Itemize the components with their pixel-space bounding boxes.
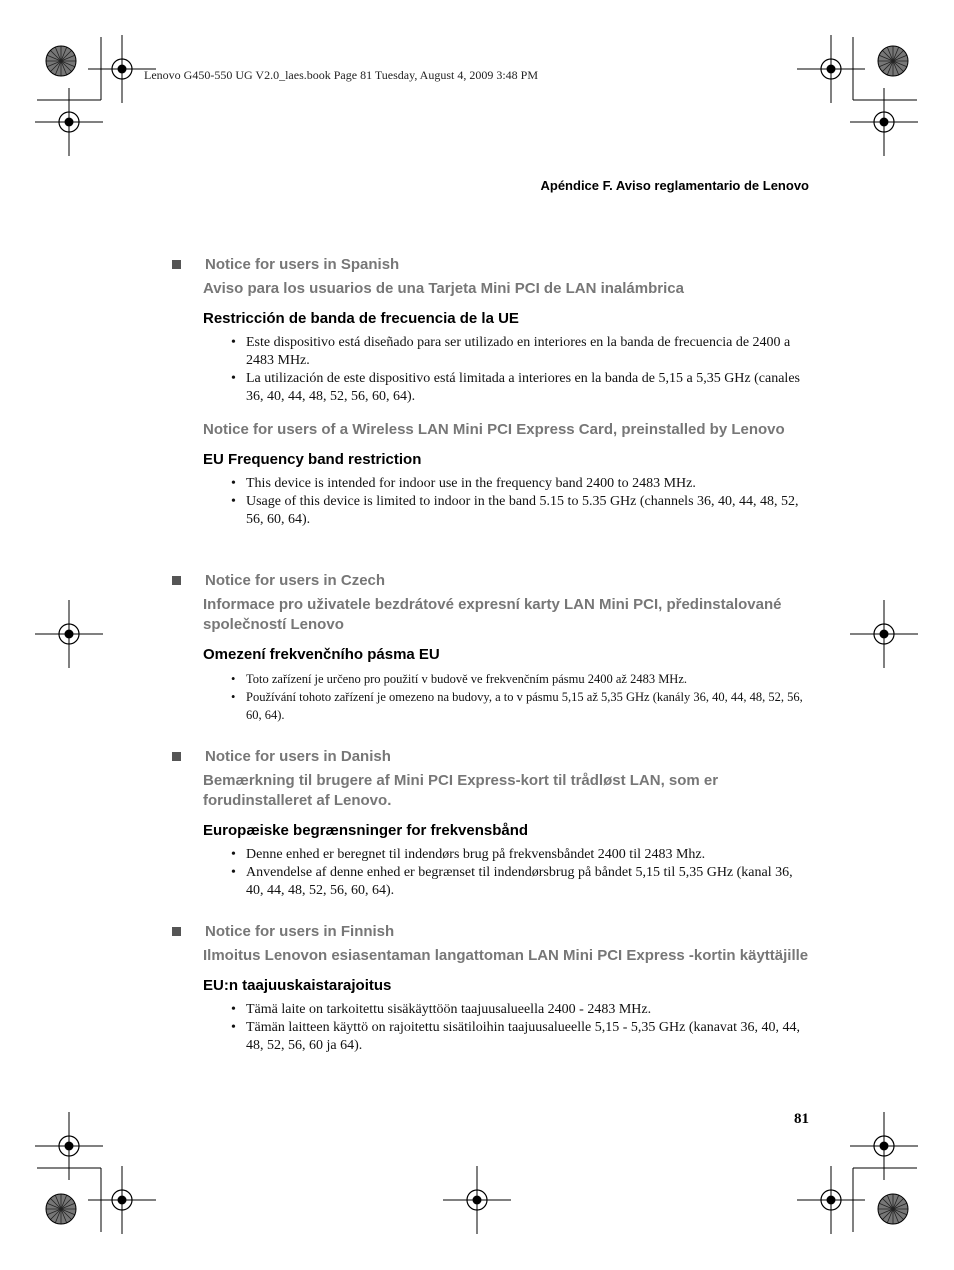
list-item: • Toto zařízení je určeno pro použití v budově ve frekvenčním pásmu 2400 až 2483 MHz. <box>246 670 810 688</box>
square-bullet-icon <box>172 576 181 585</box>
section-czech <box>170 570 810 724</box>
section-finnish <box>170 921 810 1055</box>
restriction-list <box>170 670 810 724</box>
notice-title: Notice for users in Danish <box>205 747 391 765</box>
restriction-list <box>170 1001 810 1055</box>
list-item: • Anvendelse af denne enhed er begrænset til indendørsbrug på båndet 5,15 til 5,35 GHz (kanal 36, 40, 44, 48, 52, 56, 60, 64). <box>246 864 810 900</box>
square-bullet-icon <box>172 260 181 269</box>
restriction-list <box>170 475 810 529</box>
list-item: • Používání tohoto zařízení je omezeno na budovy, a to v pásmu 5,15 až 5,35 GHz (kanály 36, 40, 44, 48, 52, 56, 60, 64). <box>246 688 810 724</box>
notice-line <box>170 570 810 590</box>
band-restriction-title: EU Frequency band restriction <box>203 451 422 468</box>
restriction-list <box>170 846 810 900</box>
section-danish <box>170 746 810 900</box>
notice-line <box>170 254 810 274</box>
card-heading: Notice for users of a Wireless LAN Mini PCI Express Card, preinstalled by Lenovo <box>203 421 785 438</box>
notice-title: Notice for users in Spanish <box>205 255 400 273</box>
square-bullet-icon <box>172 752 181 761</box>
notice-line <box>170 921 810 941</box>
card-heading: Informace pro uživatele bezdrátové expresní karty LAN Mini PCI, předinstalované společností Lenovo <box>203 596 782 633</box>
band-restriction-title: Omezení frekvenčního pásma EU <box>203 646 440 663</box>
list-item: • Usage of this device is limited to indoor in the band 5.15 to 5.35 GHz (channels 36, 40, 44, 48, 52, 56, 60, 64). <box>246 493 810 529</box>
notice-title: Notice for users in Finnish <box>205 922 395 940</box>
list-item: • This device is intended for indoor use in the frequency band 2400 to 2483 MHz. <box>246 475 810 493</box>
list-item: • Tämän laitteen käyttö on rajoitettu sisätiloihin taajuusalueelle 5,15 - 5,35 GHz (kanavat 36, 40, 44, 48, 52, 56, 60 ja 64). <box>246 1019 810 1055</box>
page-number: 81 <box>794 1111 809 1127</box>
list-item: • Este dispositivo está diseñado para ser utilizado en interiores en la banda de frecuencia de 2400 a 2483 MHz. <box>246 334 810 370</box>
band-restriction-title: EU:n taajuuskaistarajoitus <box>203 977 392 994</box>
restriction-list <box>170 334 810 406</box>
band-restriction-title: Europæiske begrænsninger for frekvensbånd <box>203 822 529 839</box>
notice-line <box>170 746 810 766</box>
card-heading: Ilmoitus Lenovon esiasentaman langattoman LAN Mini PCI Express -kortin käyttäjille <box>203 947 809 964</box>
running-header: Apéndice F. Aviso reglamentario de Lenovo <box>540 178 809 193</box>
list-item: • La utilización de este dispositivo está limitada a interiores en la banda de 5,15 a 5,35 GHz (canales 36, 40, 44, 48, 52, 56, 60, 64). <box>246 370 810 406</box>
list-item: • Tämä laite on tarkoitettu sisäkäyttöön taajuusalueella 2400 - 2483 MHz. <box>246 1001 810 1019</box>
notice-title: Notice for users in Czech <box>205 571 386 589</box>
card-heading: Bemærkning til brugere af Mini PCI Express-kort til trådløst LAN, som er forudinstalleret af Lenovo. <box>203 772 719 809</box>
card-heading: Aviso para los usuarios de una Tarjeta Mini PCI de LAN inalámbrica <box>203 280 684 297</box>
print-slug: Lenovo G450-550 UG V2.0_laes.book Page 81 Tuesday, August 4, 2009 3:48 PM <box>144 68 539 82</box>
section-spanish <box>170 254 810 529</box>
square-bullet-icon <box>172 927 181 936</box>
list-item: • Denne enhed er beregnet til indendørs brug på frekvensbåndet 2400 til 2483 Mhz. <box>246 846 810 864</box>
band-restriction-title: Restricción de banda de frecuencia de la UE <box>203 310 519 327</box>
